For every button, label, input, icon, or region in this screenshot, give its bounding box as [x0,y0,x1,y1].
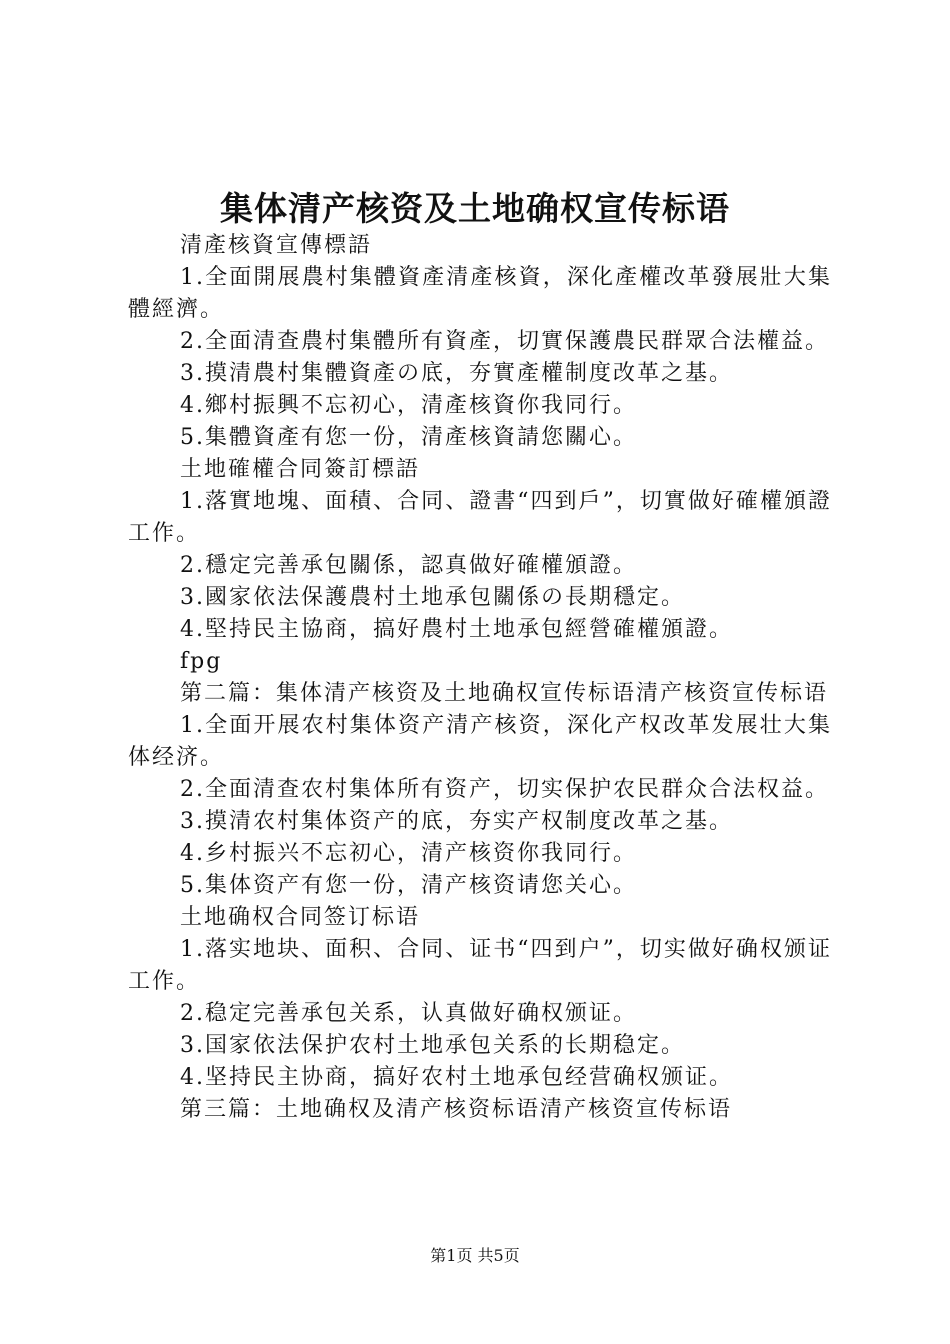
body-paragraph: 3.摸清農村集體資產の底，夯實產權制度改革之基。 [180,361,733,386]
body-paragraph: 第二篇：集体清产核资及土地确权宣传标语清产核资宣传标语 [180,681,829,706]
body-paragraph: 清產核資宣傳標語 [180,233,373,258]
document-body [128,230,832,1126]
body-paragraph: 2.稳定完善承包关系，认真做好确权颁证。 [180,1001,637,1026]
body-paragraph: 土地確權合同簽訂標語 [180,457,421,482]
body-paragraph: 1.落實地塊、面積、合同、證書“四到戶”，切實做好確權頒證工作。 [128,489,832,546]
body-paragraph: 2.穩定完善承包關係，認真做好確權頒證。 [180,553,637,578]
body-paragraph: 2.全面清查農村集體所有資產，切實保護農民群眾合法權益。 [180,329,829,354]
body-paragraph: 4.堅持民主協商，搞好農村土地承包經營確權頒證。 [180,617,733,642]
body-paragraph: 3.摸清农村集体资产的底，夯实产权制度改革之基。 [180,809,733,834]
body-paragraph: 5.集体资产有您一份，清产核资请您关心。 [180,873,637,898]
body-paragraph: 3.國家依法保護農村土地承包關係の長期穩定。 [180,585,685,610]
body-paragraph: 5.集體資產有您一份，清產核資請您關心。 [180,425,637,450]
body-paragraph: 4.鄉村振興不忘初心，清產核資你我同行。 [180,393,637,418]
body-paragraph: 第三篇：土地确权及清产核资标语清产核资宣传标语 [180,1097,733,1122]
body-paragraph: 4.坚持民主协商，搞好农村土地承包经营确权颁证。 [180,1065,733,1090]
body-paragraph: 1.落实地块、面积、合同、证书“四到户”，切实做好确权颁证工作。 [128,937,832,994]
body-paragraph: 土地确权合同签订标语 [180,905,421,930]
body-paragraph: 3.国家依法保护农村土地承包关系的长期稳定。 [180,1033,685,1058]
body-paragraph: 4.乡村振兴不忘初心，清产核资你我同行。 [180,841,637,866]
body-paragraph: 2.全面清查农村集体所有资产，切实保护农民群众合法权益。 [180,777,829,802]
body-paragraph: fpg [180,649,223,674]
page-number-footer: 第1页 共5页 [430,1246,520,1265]
body-paragraph: 1.全面开展农村集体资产清产核资，深化产权改革发展壮大集体经济。 [128,713,832,770]
body-paragraph: 1.全面開展農村集體資產清產核資，深化產權改革發展壯大集體經濟。 [128,265,832,322]
document-title: 集体清产核资及土地确权宣传标语 [220,189,730,228]
